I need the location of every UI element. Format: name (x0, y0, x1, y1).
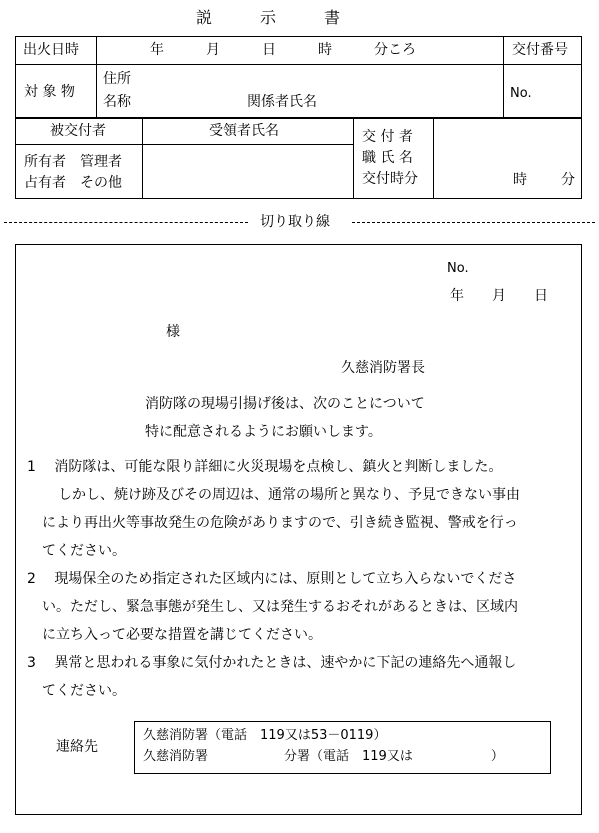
contact-line-2-station: 久慈消防署 (143, 749, 209, 764)
contact-label: 連絡先 (56, 739, 98, 755)
address-label: 住所 (103, 71, 131, 87)
number-no-label: No. (510, 86, 532, 101)
cut-line-label: 切り取り線 (260, 214, 330, 230)
issuer-label-1: 交 付 者 (362, 129, 413, 145)
name-label: 名称 (103, 94, 131, 110)
item1-line-4: てください。 (42, 543, 126, 559)
item1-line-2: しかし、焼け跡及びその周辺は、通常の場所と異なり、予見できない事由 (58, 487, 520, 503)
issue-number-label: 交付番号 (512, 42, 568, 58)
item3-line-1: 3 異常と思われる事象に気付かれたときは、速やかに下記の連絡先へ通報し (27, 655, 517, 671)
recipient-name-label: 受領者氏名 (209, 123, 279, 139)
item2-line-1: 2 現場保全のため指定された区域内には、原則として立ち入らないでくださ (27, 571, 517, 587)
notice-no-label: No. (447, 261, 469, 276)
target-label: 対 象 物 (24, 84, 75, 100)
issuer-label-3: 交付時分 (362, 171, 418, 187)
col-divider (503, 36, 504, 118)
fire-datetime-label: 出火日時 (23, 42, 79, 58)
intro-line-2: 特に配意されるようにお願いします。 (145, 424, 382, 440)
row-divider (15, 64, 582, 65)
cut-line-right (352, 222, 595, 223)
item2-line-3: に立ち入って必要な措置を講じてください。 (42, 627, 322, 643)
item2-line-2: い。ただし、緊急事態が発生し、又は発生するおそれがあるときは、区域内 (42, 599, 518, 615)
item1-line-3: により再出火等事故発生の危険がありますので、引き続き監視、警戒を行っ (42, 515, 518, 531)
contact-line-1: 久慈消防署（電話 119又は53－0119） (143, 728, 387, 743)
issuer-label-2: 職 氏 名 (362, 150, 413, 166)
time-minute-label: 分 (561, 172, 575, 188)
issued-to-label: 被交付者 (50, 123, 106, 139)
contact-line-2-branch: 分署（電話 119又は ） (284, 749, 504, 764)
owner-line1: 所有者 管理者 (24, 154, 122, 170)
time-hour-label: 時 (513, 172, 527, 188)
related-person-label: 関係者氏名 (247, 94, 317, 110)
cut-line-left (4, 222, 248, 223)
col-divider (96, 36, 97, 118)
fire-datetime-value: 年 月 日 時 分ころ (150, 42, 416, 58)
sender-name: 久慈消防署長 (341, 360, 425, 376)
owner-line2: 占有者 その他 (24, 175, 122, 191)
form-title: 説 示 書 (196, 8, 341, 27)
col-divider (142, 118, 143, 199)
notice-date: 年 月 日 (450, 288, 548, 304)
col-divider (433, 118, 434, 199)
item1-line-1: 1 消防隊は、可能な限り詳細に火災現場を点検し、鎮火と判断しました。 (27, 459, 503, 475)
row-divider (15, 144, 353, 145)
col-divider (353, 118, 354, 199)
addressee-label: 様 (166, 324, 180, 340)
item3-line-2: てください。 (42, 683, 126, 699)
intro-line-1: 消防隊の現場引揚げ後は、次のことについて (145, 396, 425, 412)
